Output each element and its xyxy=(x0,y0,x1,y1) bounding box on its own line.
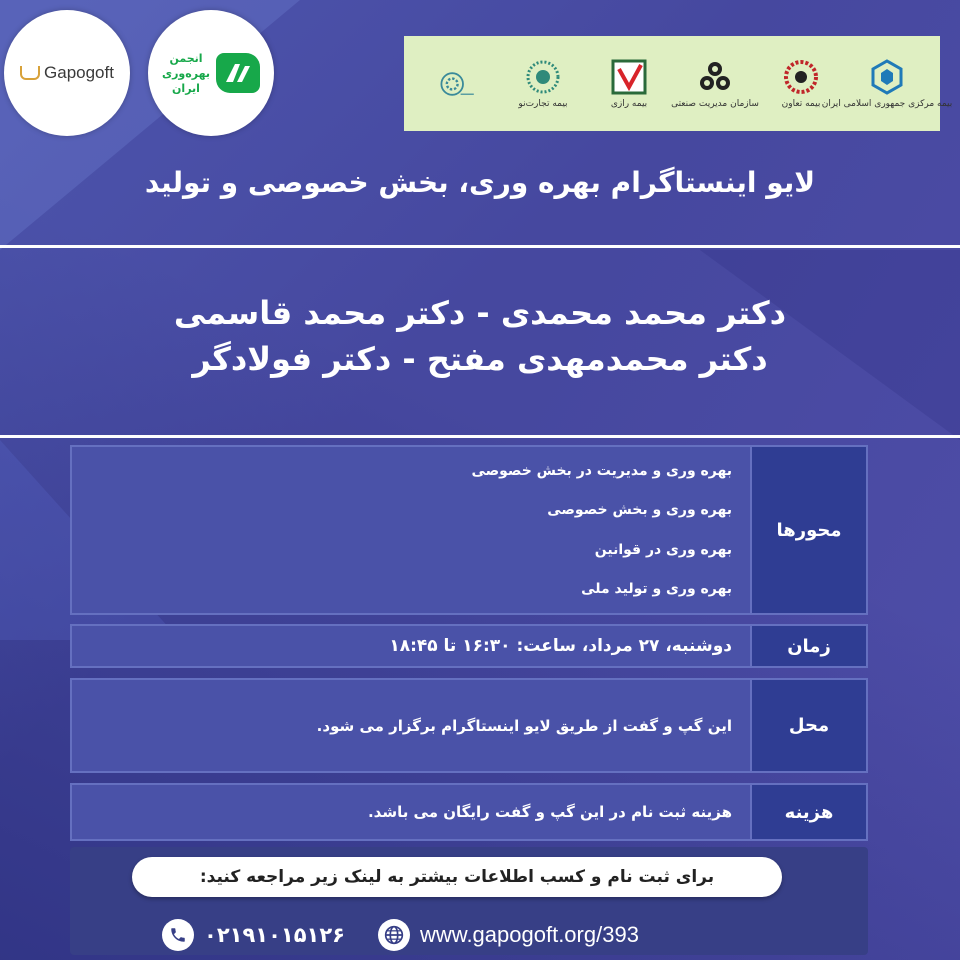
location-row xyxy=(70,678,868,773)
gapogoft-logo-text: Gapogoft xyxy=(44,63,114,82)
sponsor-logo-1 xyxy=(418,66,496,102)
phone-number: ۰۲۱۹۱۰۱۵۱۲۶ xyxy=(204,923,345,947)
topic-item: بهره وری و مدیریت در بخش خصوصی xyxy=(471,462,732,479)
anjoman-logo-text: انجمن بهره‌وری ایران xyxy=(162,51,210,95)
tejarat-no-logo-icon xyxy=(525,59,561,95)
anjoman-logo xyxy=(148,10,274,136)
sponsor-logo-2: بیمه تجارت‌نو xyxy=(504,59,582,109)
time-value: دوشنبه، ۲۷ مرداد، ساعت: ۱۶:۳۰ تا ۱۸:۴۵ xyxy=(70,624,750,668)
taavon-logo-icon xyxy=(783,59,819,95)
sponsor-logo-4: سازمان مدیریت صنعتی xyxy=(676,59,754,109)
razi-logo-icon xyxy=(611,59,647,95)
time-label: زمان xyxy=(750,624,868,668)
anjoman-mark-icon xyxy=(216,53,260,93)
globe-icon xyxy=(378,919,410,951)
cup-icon xyxy=(20,66,40,80)
footer xyxy=(70,847,868,955)
gapogoft-logo xyxy=(4,10,130,136)
topics-row xyxy=(70,445,868,615)
topic-item: بهره وری و بخش خصوصی xyxy=(547,502,732,519)
topics-list xyxy=(70,445,750,615)
imi-logo-icon xyxy=(697,59,733,95)
registration-cta: برای ثبت نام و کسب اطلاعات بیشتر به لینک زیر مراجعه کنید: xyxy=(132,857,782,897)
location-label: محل xyxy=(750,678,868,773)
speakers-line-1: دکتر محمد محمدی - دکتر محمد قاسمی xyxy=(173,294,787,332)
location-value: این گپ و گفت از طریق لایو اینستاگرام برگزار می شود. xyxy=(70,678,750,773)
speakers xyxy=(0,290,960,382)
sponsor-logo-6: بیمه مرکزی جمهوری اسلامی ایران xyxy=(848,59,926,109)
cost-value: هزینه ثبت نام در این گپ و گفت رایگان می باشد. xyxy=(70,783,750,841)
time-row xyxy=(70,624,868,668)
sponsor-logo-3: بیمه رازی xyxy=(590,59,668,109)
gear-ring-logo-icon xyxy=(439,66,475,102)
page-title: لایو اینستاگرام بهره وری، بخش خصوصی و تولید xyxy=(144,166,816,199)
topics-label: محورها xyxy=(750,445,868,615)
speakers-line-2: دکتر محمدمهدی مفتح - دکتر فولادگر xyxy=(192,340,768,378)
phone-icon xyxy=(162,919,194,951)
divider xyxy=(0,245,960,248)
phone-contact[interactable] xyxy=(162,919,345,951)
central-insurance-logo-icon xyxy=(869,59,905,95)
website-link[interactable] xyxy=(378,919,639,951)
topic-item: بهره وری در قوانین xyxy=(594,541,732,558)
divider xyxy=(0,435,960,438)
sponsor-logos-bar xyxy=(404,36,953,131)
topic-item: بهره وری و تولید ملی xyxy=(581,581,732,598)
sponsor-logo-5: بیمه تعاون xyxy=(762,59,840,109)
website-url: www.gapogoft.org/393 xyxy=(420,922,639,947)
cost-label: هزینه xyxy=(750,783,868,841)
cost-row xyxy=(70,783,868,841)
